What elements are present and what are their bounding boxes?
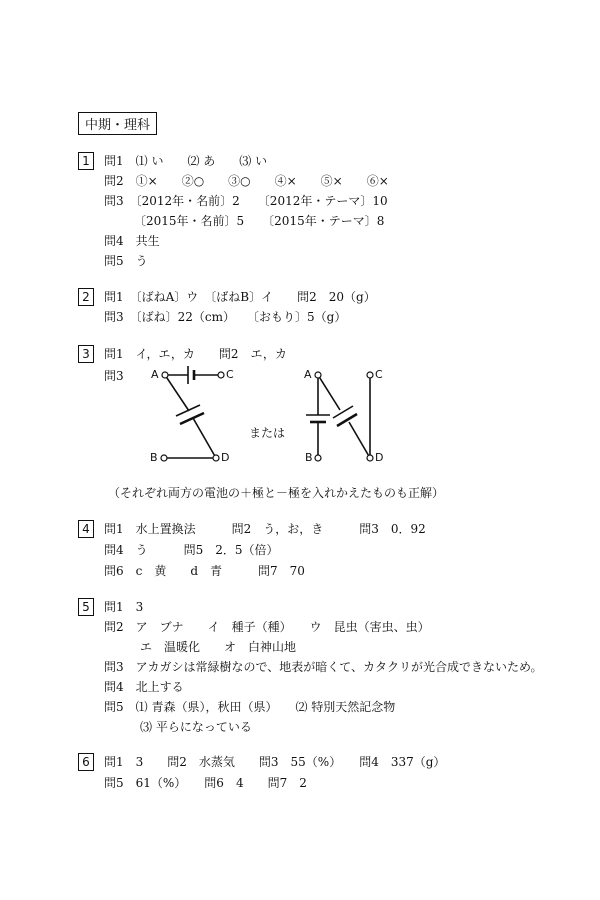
- terminal-B: [315, 455, 321, 461]
- section-1-line-6: 問5 う: [104, 254, 148, 268]
- section-4-line-2: 問4 う 問5 2．5（倍）: [104, 543, 279, 557]
- terminal-label-A: A: [304, 368, 312, 381]
- section-6-line-2: 問5 61（%） 問6 4 問7 2: [104, 776, 307, 790]
- section-2-line-2: 問3 〔ばね〕22（cm） 〔おもり〕5（g）: [104, 310, 347, 324]
- section-number-2: 2: [78, 288, 94, 306]
- section-number-3: 3: [78, 345, 94, 363]
- section-1-line-4: 〔2015年・名前〕5 〔2015年・テーマ〕8: [104, 214, 385, 228]
- section-1-line-5: 問4 共生: [104, 234, 160, 248]
- section-number-1: 1: [78, 152, 94, 170]
- section-4-line-1: 問1 水上置換法 問2 う，お，き 問3 0．92: [104, 522, 426, 536]
- section-5-line-1: 問1 3: [104, 600, 144, 614]
- section-4-line-3: 問6 c 黄 d 青 問7 70: [104, 564, 305, 578]
- circuit2-wire: [318, 375, 340, 410]
- circuit1-wire: [165, 375, 189, 411]
- terminal-label-B: B: [305, 451, 313, 464]
- section-number-6: 6: [78, 753, 94, 771]
- terminal-C: [367, 372, 373, 378]
- terminal-label-D: D: [221, 451, 230, 464]
- circuit2-battery-plate: [333, 406, 353, 418]
- section-5-line-7: ⑶ 平らになっている: [104, 720, 252, 734]
- section-6-line-1: 問1 3 問2 水蒸気 問3 55（%） 問4 337（g）: [104, 755, 446, 769]
- section-5-line-5: 問4 北上する: [104, 680, 184, 694]
- circuit-note: （それぞれ両方の電池の＋極と－極を入れかえたものも正解）: [108, 486, 445, 500]
- terminal-label-D: D: [375, 451, 384, 464]
- section-number-5: 5: [78, 598, 94, 616]
- section-3-line-2: 問3: [104, 369, 124, 383]
- terminal-B: [161, 455, 167, 461]
- terminal-label-B: B: [150, 451, 158, 464]
- section-5-line-4: 問3 アカガシは常緑樹なので、地表が暗くて、カタクリが光合成できないため。: [104, 660, 543, 674]
- circuit1-battery-plate: [180, 413, 204, 424]
- section-number-4: 4: [78, 520, 94, 538]
- section-3-line-1: 問1 イ，エ，カ 問2 エ，カ: [104, 347, 287, 361]
- terminal-D: [367, 455, 373, 461]
- section-2-line-1: 問1 〔ばねA〕ウ 〔ばねB〕イ 問2 20（g）: [104, 290, 376, 304]
- circuit2-wire: [349, 422, 370, 458]
- section-1-line-2: 問2 ①× ②○ ③○ ④× ⑤× ⑥×: [104, 174, 389, 188]
- or-text: または: [249, 426, 286, 440]
- terminal-A: [315, 372, 321, 378]
- circuit1-battery-plate: [176, 405, 200, 416]
- page-title: 中期・理科: [78, 112, 157, 135]
- terminal-label-C: C: [226, 368, 234, 381]
- circuit2-battery-plate: [337, 414, 357, 426]
- terminal-label-C: C: [375, 368, 383, 381]
- terminal-label-A: A: [151, 368, 159, 381]
- terminal-A: [162, 372, 168, 378]
- terminal-D: [213, 455, 219, 461]
- circuit1-wire: [193, 418, 216, 458]
- section-5-line-2: 問2 ア ブナ イ 種子（種） ウ 昆虫（害虫、虫）: [104, 620, 430, 634]
- terminal-C: [218, 372, 224, 378]
- section-1-line-3: 問3 〔2012年・名前〕2 〔2012年・テーマ〕10: [104, 194, 388, 208]
- section-5-line-6: 問5 ⑴ 青森（県），秋田（県） ⑵ 特別天然記念物: [104, 700, 396, 714]
- section-5-line-3: エ 温暖化 オ 白神山地: [104, 640, 297, 654]
- section-1-line-1: 問1 ⑴ い ⑵ あ ⑶ い: [104, 154, 268, 168]
